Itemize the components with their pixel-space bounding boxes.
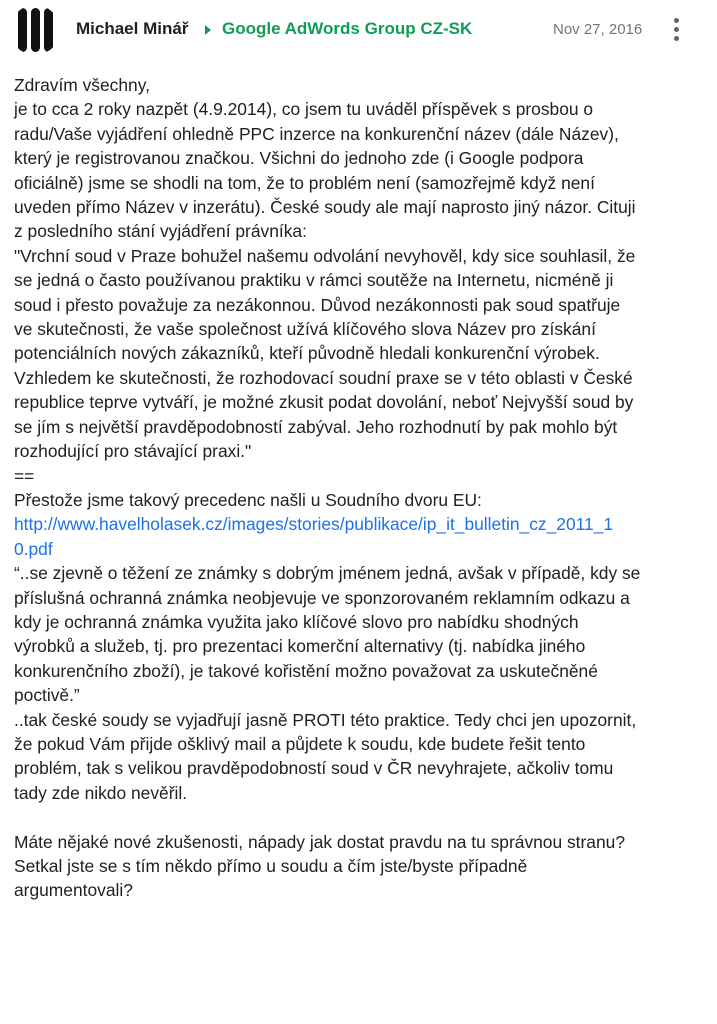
paragraph-gap (14, 805, 704, 829)
post-text-line: Přestože jsme takový precedenc našli u Soudního dvoru EU: (14, 489, 482, 510)
post-text-line: radu/Vaše vyjádření ohledně PPC inzerce na konkurenční název (dále Název), (14, 123, 619, 144)
post-link-text[interactable]: 0.pdf (14, 538, 53, 559)
post-text-line: příslušná ochranná známka neobjevuje ve sponzorovaném reklamním odkazu a (14, 587, 630, 608)
post-text-line: konkurenčního zboží), je takové kořistění možno považovat za uskutečněné (14, 660, 598, 681)
post-text-line: tady zde nikdo nevěřil. (14, 782, 188, 803)
post-text-line: soud i přesto považuje za nezákonnou. Důvod nezákonnosti pak soud spatřuje (14, 294, 621, 315)
post-link[interactable] (14, 512, 704, 561)
post-text-line: z posledního stání vyjádření právníka: (14, 221, 307, 242)
post-text-line: potenciálních nových zákazníků, kteří původně hledali konkurenční výrobek. (14, 343, 600, 364)
avatar-bar (18, 8, 27, 52)
arrow-right-icon (205, 25, 211, 35)
post-text-line: uveden přímo Název v inzerátu). České soudy ale mají naprosto jiný názor. Cituji (14, 197, 636, 218)
post-text-line: "Vrchní soud v Praze bohužel našemu odvolání nevyhověl, kdy sice souhlasil, že (14, 245, 636, 266)
post-text-line: problém, tak s velikou pravděpodobností soud v ČR nevyhrajete, ačkoliv tomu (14, 758, 614, 779)
more-vert-icon[interactable] (666, 16, 686, 44)
post-text-block (14, 830, 704, 903)
post-text-line: argumentovali? (14, 880, 133, 901)
post-text-line: se jím s největší pravděpodobností zabýval. Jeho rozhodnutí by pak mohlo být (14, 416, 618, 437)
post-text-line: že pokud Vám přijde ošklivý mail a půjdete k soudu, kde budete řešit tento (14, 733, 586, 754)
post-link-line[interactable] (14, 537, 704, 561)
post-text-line: ..tak české soudy se vyjadřují jasně PROTI této praktice. Tedy chci jen upozornit, (14, 709, 637, 730)
post-text-block (14, 561, 704, 805)
post-link-line[interactable] (14, 512, 704, 536)
post-text-line: výrobků a služeb, tj. pro prezentaci komerční alternativy (tj. nabídka jiného (14, 636, 586, 657)
post-text-line: “..se zjevně o těžení ze známky s dobrým jménem jedná, avšak v případě, kdy se (14, 563, 641, 584)
post-text-line: kdy je ochranná známka využita jako klíčové slovo pro nabídku shodných (14, 611, 579, 632)
author-name[interactable]: Michael Minář (76, 19, 189, 38)
group-link[interactable]: Google AdWords Group CZ-SK (222, 19, 473, 38)
post-text-line: == (14, 465, 35, 486)
post-body (14, 73, 704, 903)
avatar-bar (31, 8, 40, 52)
post-header (0, 0, 717, 60)
post-text-line: ve skutečnosti, že vaše společnost užívá klíčového slova Název pro získání (14, 319, 596, 340)
post-text-line: Setkal jste se s tím někdo přímo u soudu a čím jste/byste případně (14, 855, 528, 876)
post-text-line: Máte nějaké nové zkušenosti, nápady jak dostat pravdu na tu správnou stranu? (14, 831, 625, 852)
post-text-line: je to cca 2 roky nazpět (4.9.2014), co jsem tu uváděl příspěvek s prosbou o (14, 99, 594, 120)
avatar-bar (44, 8, 53, 52)
post-text-line: Vzhledem ke skutečnosti, že rozhodovací soudní praxe se v této oblasti v České (14, 367, 633, 388)
post-date: Nov 27, 2016 (553, 21, 643, 38)
post-text-line: se jedná o často používanou praktiku v rámci soutěže na Internetu, nicméně ji (14, 270, 614, 291)
post-text-line: který je registrovanou značkou. Všichni do jednoho zde (i Google podpora (14, 148, 584, 169)
post-text-line: Zdravím všechny, (14, 75, 150, 95)
post-text-line: poctivě.” (14, 685, 80, 706)
post-text-line: rozhodující pro stávající praxi." (14, 441, 252, 462)
post-text-line: republice teprve vytváří, je možné zkusit podat dovolání, neboť Nejvyšší soud by (14, 392, 634, 413)
post-link-text[interactable]: http://www.havelholasek.cz/images/stories/publikace/ip_it_bulletin_cz_2011_1 (14, 514, 614, 535)
post-text-line: oficiálně) jsme se shodli na tom, že to problém není (samozřejmě když není (14, 172, 595, 193)
post-text-block (14, 73, 704, 512)
avatar[interactable] (10, 5, 60, 55)
